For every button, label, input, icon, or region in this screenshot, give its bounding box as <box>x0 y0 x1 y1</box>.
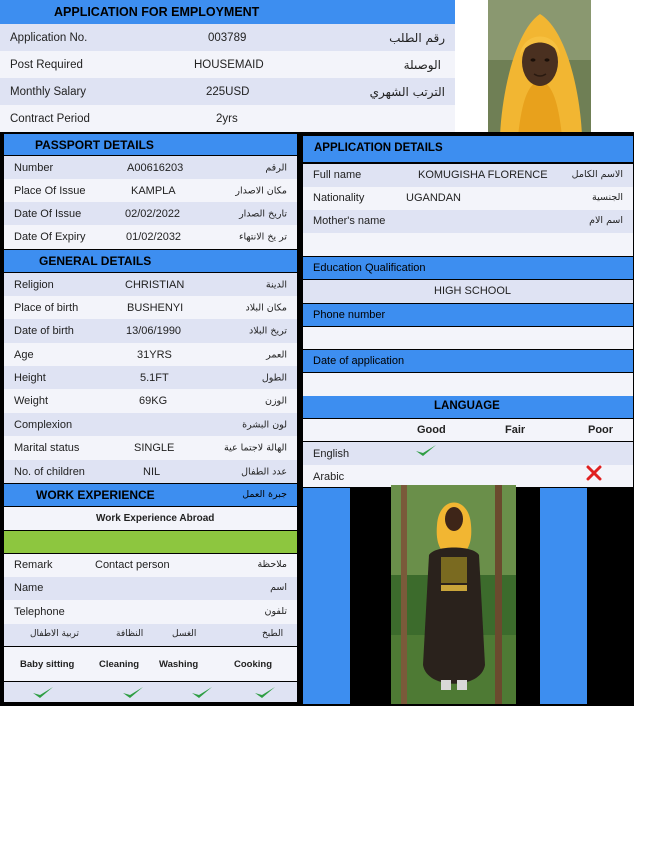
education-header <box>303 257 633 279</box>
application-title: APPLICATION DETAILS <box>314 142 443 154</box>
language-name: Arabic <box>313 471 345 483</box>
row-label: Date Of Issue <box>14 207 82 220</box>
date-of-birth-row <box>4 319 297 343</box>
passport-table <box>4 156 297 249</box>
phone-label: Phone number <box>313 309 386 321</box>
portrait-photo <box>488 0 591 136</box>
work-header <box>4 484 297 506</box>
language-levels-row <box>303 419 633 441</box>
phone-value-row <box>303 327 633 349</box>
row-label: Place of birth <box>14 301 79 314</box>
row-value: KAMPLA <box>131 184 176 197</box>
row-label-ar: الرقم <box>265 162 287 173</box>
row-value: 2yrs <box>216 112 238 125</box>
row-label: Contract Period <box>10 112 90 125</box>
skill-washing: Washing <box>159 659 199 670</box>
check-icon <box>254 685 276 699</box>
row-label: Place Of Issue <box>14 184 86 197</box>
row-value: A00616203 <box>127 161 184 174</box>
row-label: Religion <box>14 278 54 291</box>
full-name-label: Full name <box>313 169 362 181</box>
general-table <box>4 273 297 483</box>
remark-label-ar: ملاحظة <box>257 559 287 570</box>
row-value: 02/02/2022 <box>125 207 181 220</box>
skills-ar-row <box>4 624 297 646</box>
work-green-bar <box>4 531 297 553</box>
level-fair: Fair <box>505 424 526 436</box>
row-label: Monthly Salary <box>10 85 87 98</box>
name-row <box>4 577 297 600</box>
post-required-row <box>0 51 455 78</box>
full-name-row <box>303 164 633 187</box>
contract-period-row <box>0 105 455 132</box>
row-value: 13/06/1990 <box>126 325 182 337</box>
contact-person-label: Contact person <box>95 559 170 571</box>
children-row <box>4 460 297 483</box>
telephone-label-ar: تلفون <box>264 606 287 617</box>
marital-status-row <box>4 436 297 460</box>
remark-row <box>4 554 297 577</box>
date-label: Date of application <box>313 355 405 367</box>
row-label-ar: مكان الاصدار <box>235 185 287 196</box>
skill-ar-baby-sitting: تربية الاطفال <box>30 629 80 639</box>
row-value: 5.1FT <box>140 371 169 384</box>
skill-baby-sitting: Baby sitting <box>20 659 75 670</box>
cross-icon <box>586 465 602 481</box>
row-value: CHRISTIAN <box>125 278 185 291</box>
row-label: Number <box>14 161 54 174</box>
row-label-ar: رقم الطلب <box>389 30 445 45</box>
decor-blue-bar-right <box>540 488 587 704</box>
skill-cooking: Cooking <box>234 659 272 670</box>
row-label-ar: الوصىلة <box>403 57 441 72</box>
age-row <box>4 343 297 366</box>
level-poor: Poor <box>588 424 614 436</box>
check-icon <box>32 685 54 699</box>
skill-ar-cooking: الطبخ <box>262 629 284 639</box>
skill-ar-washing: الغسل <box>172 629 197 639</box>
remark-label: Remark <box>14 559 53 571</box>
date-of-issue-row <box>4 202 297 225</box>
row-value: 01/02/2032 <box>126 231 182 243</box>
place-of-issue-row <box>4 179 297 202</box>
row-label-ar: تر يخ الانتهاء <box>238 231 287 243</box>
work-abroad-label: Work Experience Abroad <box>96 513 215 524</box>
nationality-label-ar: الجنسية <box>592 192 623 203</box>
name-label-ar: اسم <box>270 582 287 593</box>
general-header <box>4 250 297 272</box>
row-label: Height <box>14 371 46 384</box>
row-value: 69KG <box>139 395 168 407</box>
row-value: NIL <box>143 465 161 478</box>
phone-header <box>303 304 633 326</box>
level-good: Good <box>417 424 446 436</box>
row-label: No. of children <box>14 465 85 478</box>
row-label-ar: عدد الطفال <box>241 466 287 477</box>
full-length-photo <box>391 485 516 704</box>
row-label-ar: تريخ البلاد <box>249 325 287 337</box>
row-label-ar: مكان البلاد <box>245 302 287 313</box>
telephone-label: Telephone <box>14 606 65 618</box>
row-value: BUSHENYI <box>127 301 184 314</box>
weight-row <box>4 389 297 413</box>
passport-header <box>4 134 297 155</box>
application-header <box>303 136 633 162</box>
full-name-label-ar: الاسم الكامل <box>571 169 623 180</box>
application-no-row <box>0 24 455 51</box>
row-label: Post Required <box>10 58 83 71</box>
row-label-ar: تاريخ الصدار <box>239 208 287 219</box>
check-icon <box>191 685 213 699</box>
date-value-row <box>303 373 633 396</box>
education-label: Education Qualification <box>313 262 426 274</box>
row-value: 225USD <box>206 85 250 98</box>
monthly-salary-row <box>0 78 455 105</box>
name-label: Name <box>14 582 44 594</box>
nationality-row <box>303 187 633 210</box>
passport-number-row <box>4 156 297 179</box>
row-label-ar: العمر <box>266 349 287 360</box>
mother-name-label-ar: اسم الام <box>589 215 623 226</box>
date-of-expiry-row <box>4 225 297 249</box>
language-english-row <box>303 442 633 465</box>
language-arabic-row <box>303 465 633 487</box>
page-title: APPLICATION FOR EMPLOYMENT <box>54 5 260 19</box>
general-title: GENERAL DETAILS <box>39 254 152 268</box>
top-title-bar <box>0 0 455 24</box>
education-value: HIGH SCHOOL <box>434 285 512 297</box>
passport-title: PASSPORT DETAILS <box>35 138 154 152</box>
language-name: English <box>313 448 350 460</box>
row-label-ar: الترتب الشهري <box>369 84 445 99</box>
skill-cleaning: Cleaning <box>99 659 140 670</box>
row-label-ar: الدينة <box>265 279 287 290</box>
complexion-row <box>4 413 297 436</box>
date-header <box>303 350 633 372</box>
nationality-label: Nationality <box>313 192 365 204</box>
education-value-row <box>303 280 633 303</box>
mother-name-row <box>303 210 633 233</box>
row-label-ar: الهالة لاجتما عية <box>223 442 287 454</box>
full-name-value: KOMUGISHA FLORENCE <box>418 169 548 181</box>
row-value: 31YRS <box>137 348 172 361</box>
row-value: 003789 <box>208 31 247 44</box>
row-label-ar: الوزن <box>264 395 287 407</box>
check-icon <box>415 443 437 457</box>
row-label: Application No. <box>10 31 88 44</box>
work-abroad-row <box>4 507 297 530</box>
row-label: Date Of Expiry <box>14 231 86 243</box>
work-title-ar: جبرة العمل <box>242 489 287 500</box>
skills-row <box>4 647 297 681</box>
row-label: Marital status <box>14 442 80 454</box>
row-value: SINGLE <box>134 442 175 454</box>
row-label: Age <box>14 348 34 361</box>
top-table <box>0 24 455 132</box>
work-title: WORK EXPERIENCE <box>36 488 155 502</box>
row-value: HOUSEMAID <box>194 58 264 71</box>
row-label: Date of birth <box>14 325 74 337</box>
mother-name-label: Mother's name <box>313 215 386 227</box>
height-row <box>4 366 297 389</box>
skill-ar-cleaning: النظافة <box>116 629 144 639</box>
row-label-ar: لون البشرة <box>242 419 287 430</box>
decor-blue-bar-left <box>303 488 350 704</box>
religion-row <box>4 273 297 296</box>
language-header <box>303 396 633 418</box>
nationality-value: UGANDAN <box>406 192 462 204</box>
row-label-ar: الطول <box>261 372 287 383</box>
row-label: Complexion <box>14 418 73 431</box>
place-of-birth-row <box>4 296 297 319</box>
mother-name-value-row <box>303 233 633 256</box>
telephone-row <box>4 600 297 624</box>
check-icon <box>122 685 144 699</box>
skills-check-row <box>4 682 297 702</box>
language-title: LANGUAGE <box>434 400 500 412</box>
row-label: Weight <box>14 395 49 407</box>
